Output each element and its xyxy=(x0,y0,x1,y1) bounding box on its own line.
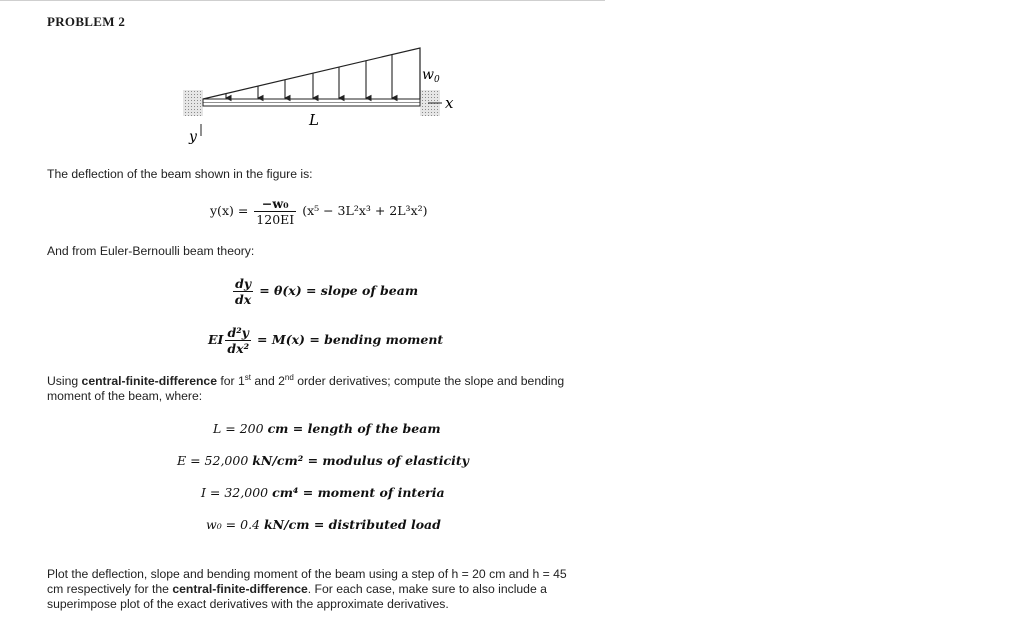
theory-intro-text: And from Euler-Bernoulli beam theory: xyxy=(47,244,255,258)
moment-rhs: = M(x) = bending moment xyxy=(257,332,444,347)
slope-numerator: dy xyxy=(233,276,253,292)
moment-prefix: EI xyxy=(208,332,224,347)
x-axis-label: x xyxy=(445,94,454,112)
intro-text: The deflection of the beam shown in the figure is: xyxy=(47,167,313,181)
task-line-2: moment of the beam, where: xyxy=(47,389,203,403)
beam-figure xyxy=(170,40,470,150)
param-inertia: I = 32,000 cm⁴ = moment of interia xyxy=(201,485,445,500)
param-modulus: E = 52,000 kN/cm² = modulus of elasticity xyxy=(177,453,469,468)
distributed-load-outline xyxy=(203,48,420,99)
param-load: w₀ = 0.4 kN/cm = distributed load xyxy=(206,517,441,532)
plot-task-line-3: superimpose plot of the exact derivatives with the approximate derivatives. xyxy=(47,597,449,611)
moment-denominator: dx² xyxy=(227,341,250,356)
deflection-numerator: −w₀ xyxy=(254,196,296,212)
plot-task-line-1: Plot the deflection, slope and bending moment of the beam using a step of h = 20 cm and h = 45 xyxy=(47,567,567,581)
load-arrows xyxy=(226,55,392,98)
slope-rhs: = θ(x) = slope of beam xyxy=(259,283,419,298)
deflection-equation xyxy=(210,196,428,227)
task-line-1: Using central-finite-difference for 1st and 2nd order derivatives; compute the slope and bending xyxy=(47,373,565,388)
problem-title: PROBLEM 2 xyxy=(47,14,126,29)
slope-equation xyxy=(231,276,418,307)
top-divider xyxy=(0,0,605,1)
deflection-rhs: (x⁵ − 3L²x³ + 2L³x²) xyxy=(302,203,428,218)
length-label: L xyxy=(309,111,319,129)
deflection-denominator: 120EI xyxy=(256,212,295,227)
slope-denominator: dx xyxy=(235,292,252,307)
moment-numerator: d²y xyxy=(225,325,251,341)
deflection-lhs: y(x) = xyxy=(210,203,249,218)
y-axis-label: y xyxy=(189,129,197,145)
slope-fraction xyxy=(233,276,253,307)
plot-task-line-2: cm respectively for the central-finite-difference. For each case, make sure to also include a xyxy=(47,582,547,596)
load-label: $w_0$ xyxy=(422,67,440,85)
moment-equation xyxy=(208,325,443,356)
left-support xyxy=(183,90,203,116)
deflection-fraction xyxy=(254,196,296,227)
param-length: L = 200 cm = length of the beam xyxy=(213,421,441,436)
moment-fraction xyxy=(225,325,251,356)
